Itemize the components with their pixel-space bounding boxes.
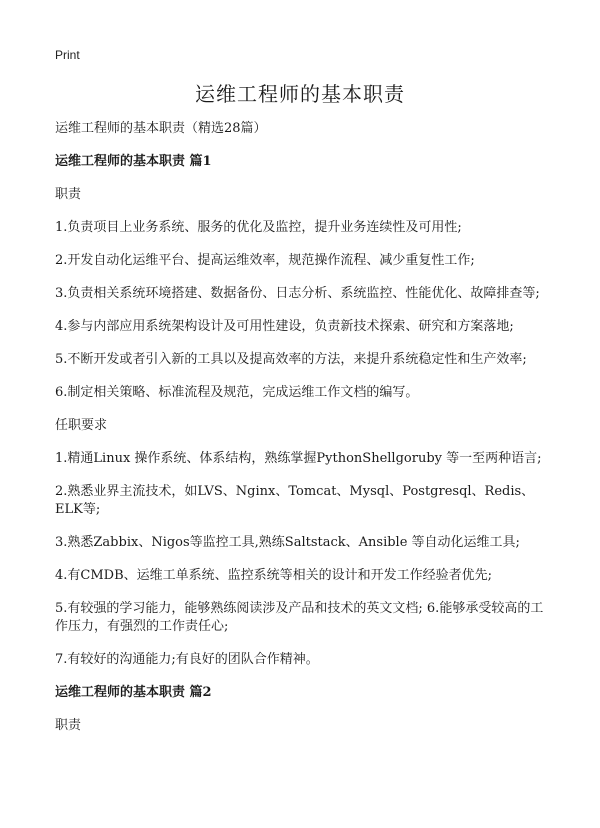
section-heading-2: 运维工程师的基本职责 篇2 xyxy=(55,685,212,700)
document-subtitle: 运维工程师的基本职责（精选28篇） xyxy=(55,121,267,136)
duty-item: 2.开发自动化运维平台、提高运维效率，规范操作流程、减少重复性工作; xyxy=(55,253,475,268)
duties-label: 职责 xyxy=(55,187,82,202)
duties-label: 职责 xyxy=(55,718,82,733)
requirement-item: 5.有较强的学习能力，能够熟练阅读涉及产品和技术的英文文档; 6.能够承受较高的工作压力，有强烈的工作责任心; xyxy=(55,601,544,634)
duty-item: 6.制定相关策略、标准流程及规范，完成运维工作文档的编写。 xyxy=(55,385,419,400)
duty-item: 4.参与内部应用系统架构设计及可用性建设，负责新技术探索、研究和方案落地; xyxy=(55,319,514,334)
requirements-label: 任职要求 xyxy=(55,418,108,433)
duty-item: 3.负责相关系统环境搭建、数据备份、日志分析、系统监控、性能优化、故障排查等; xyxy=(55,286,540,301)
requirement-item: 3.熟悉Zabbix、Nigos等监控工具,熟练Saltstack、Ansible 等自动化运维工具; xyxy=(55,535,520,550)
document-body xyxy=(55,120,550,750)
print-label: Print xyxy=(55,48,80,62)
requirement-item: 1.精通Linux 操作系统、体系结构，熟练掌握PythonShellgoruby 等一至两种语言; xyxy=(55,451,542,466)
section-heading-1: 运维工程师的基本职责 篇1 xyxy=(55,154,212,169)
requirement-item: 2.熟悉业界主流技术，如LVS、Nginx、Tomcat、Mysql、Postgresql、Redis、ELK等; xyxy=(55,484,535,517)
duty-item: 5.不断开发或者引入新的工具以及提高效率的方法，来提升系统稳定性和生产效率; xyxy=(55,352,527,367)
requirement-item: 4.有CMDB、运维工单系统、监控系统等相关的设计和开发工作经验者优先; xyxy=(55,568,493,583)
page-title: 运维工程师的基本职责 xyxy=(195,82,405,106)
duty-item: 1.负责项目上业务系统、服务的优化及监控，提升业务连续性及可用性; xyxy=(55,220,462,235)
requirement-item: 7.有较好的沟通能力;有良好的团队合作精神。 xyxy=(55,652,319,667)
